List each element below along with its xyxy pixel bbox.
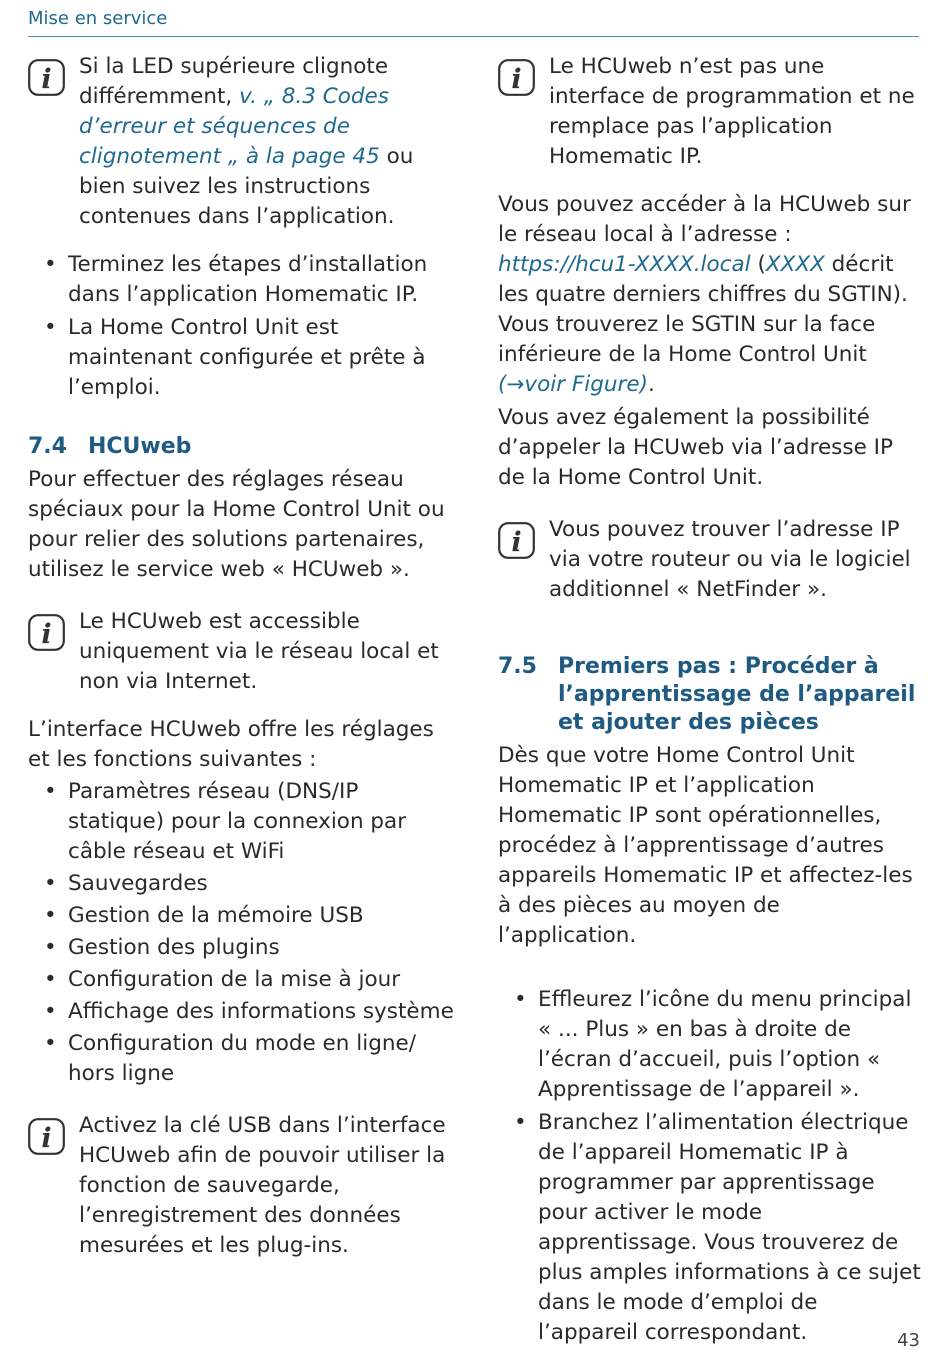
note-text: Activez la clé USB dans l’interface HCUweb afin de pouvoir utiliser la fonction de sauvegarde, l’enregistrement des données mesurées et les plug-ins. <box>79 1113 446 1258</box>
note-text: Vous pouvez trouver l’adresse IP via votre routeur ou via le logiciel additionnel « NetFinder ». <box>549 517 911 602</box>
header-rule <box>28 36 919 37</box>
section-number: 7.5 <box>498 654 537 679</box>
bullet-list <box>28 777 458 1089</box>
list-item: • La Home Control Unit est maintenant configurée et prête à l’emploi. <box>28 313 458 403</box>
paragraph: L’interface HCUweb offre les réglages et les fonctions suivantes : <box>28 717 434 772</box>
note-text: Le HCUweb n’est pas une interface de programmation et ne remplace pas l’application Homematic IP. <box>549 54 915 169</box>
svg-text:i: i <box>41 64 52 95</box>
svg-text:i: i <box>511 527 522 558</box>
note-text: Le HCUweb est accessible uniquement via le réseau local et non via Internet. <box>79 609 439 694</box>
hcuweb-url-link[interactable]: https://hcu1-XXXX.local <box>498 252 751 277</box>
info-icon <box>498 59 535 96</box>
svg-text:i: i <box>41 619 52 650</box>
section-title: Premiers pas : Procéder à l’apprentissage de l’appareil et ajouter des pièces <box>558 654 916 735</box>
right-column <box>498 52 923 1348</box>
svg-text:i: i <box>511 64 522 95</box>
page-number: 43 <box>897 1330 920 1351</box>
list-item: • Configuration du mode en ligne/ hors ligne <box>28 1029 458 1089</box>
info-note <box>28 607 458 697</box>
list-item: • Branchez l’alimentation électrique de l’appareil Homematic IP à programmer par apprentissage pour activer le mode apprentissage. Vous trouverez de plus amples informations à ce sujet dans le mode d’emploi de l’appareil correspondant. <box>498 1108 923 1348</box>
list-item: • Paramètres réseau (DNS/IP statique) pour la connexion par câble réseau et WiFi <box>28 777 458 867</box>
list-item: • Effleurez l’icône du menu principal « ... Plus » en bas à droite de l’écran d’accueil, puis l’option « Apprentissage de l’appareil ». <box>498 985 923 1105</box>
figure-reference-link[interactable]: (→voir Figure) <box>498 372 648 397</box>
info-icon <box>28 1118 65 1155</box>
list-item: • Sauvegardes <box>28 869 458 899</box>
svg-text:i: i <box>41 1123 52 1154</box>
list-item: • Affichage des informations système <box>28 997 458 1027</box>
paragraph: Vous avez également la possibilité d’appeler la HCUweb via l’adresse IP de la Home Control Unit. <box>498 405 893 490</box>
left-column <box>28 52 458 1261</box>
list-item: • Gestion des plugins <box>28 933 458 963</box>
info-note <box>498 52 923 172</box>
running-header: Mise en service <box>28 8 168 29</box>
section-number: 7.4 <box>28 434 67 459</box>
paragraph: Vous pouvez accéder à la HCUweb sur le réseau local à l’adresse : https://hcu1-XXXX.local (XXXX décrit les quatre derniers chiffres du SGTIN). Vous trouverez le SGTIN sur la face inférieure de la Home Control Unit (→voir Figure). <box>498 192 911 397</box>
bullet-list <box>28 250 458 403</box>
section-title: HCUweb <box>88 434 192 459</box>
note-text: Si la LED supérieure clignote différemment, v. „ 8.3 Codes d’erreur et séquences de clignotement „ à la page 45 ou bien suivez les instructions contenues dans l’application. <box>79 54 414 229</box>
info-icon <box>498 522 535 559</box>
info-icon <box>28 614 65 651</box>
info-note <box>28 52 458 232</box>
info-note <box>28 1111 458 1261</box>
list-item: • Gestion de la mémoire USB <box>28 901 458 931</box>
list-item: • Terminez les étapes d’installation dans l’application Homematic IP. <box>28 250 458 310</box>
info-icon <box>28 59 65 96</box>
section-heading <box>498 653 923 737</box>
paragraph: Dès que votre Home Control Unit Homematic IP et l’application Homematic IP sont opérationnelles, procédez à l’apprentissage d’autres appareils Homematic IP et affectez-les à des pièces au moyen de l’application. <box>498 743 913 948</box>
section-heading <box>28 433 458 461</box>
paragraph: Pour effectuer des réglages réseau spéciaux pour la Home Control Unit ou pour relier des solutions partenaires, utilisez le service web « HCUweb ». <box>28 467 445 582</box>
info-note <box>498 515 923 605</box>
sgtin-placeholder: XXXX <box>765 252 825 277</box>
list-item: • Configuration de la mise à jour <box>28 965 458 995</box>
bullet-list <box>498 985 923 1348</box>
cross-reference-link[interactable]: v. „ 8.3 Codes d’erreur et séquences de clignotement „ à la page 45 <box>79 84 389 169</box>
